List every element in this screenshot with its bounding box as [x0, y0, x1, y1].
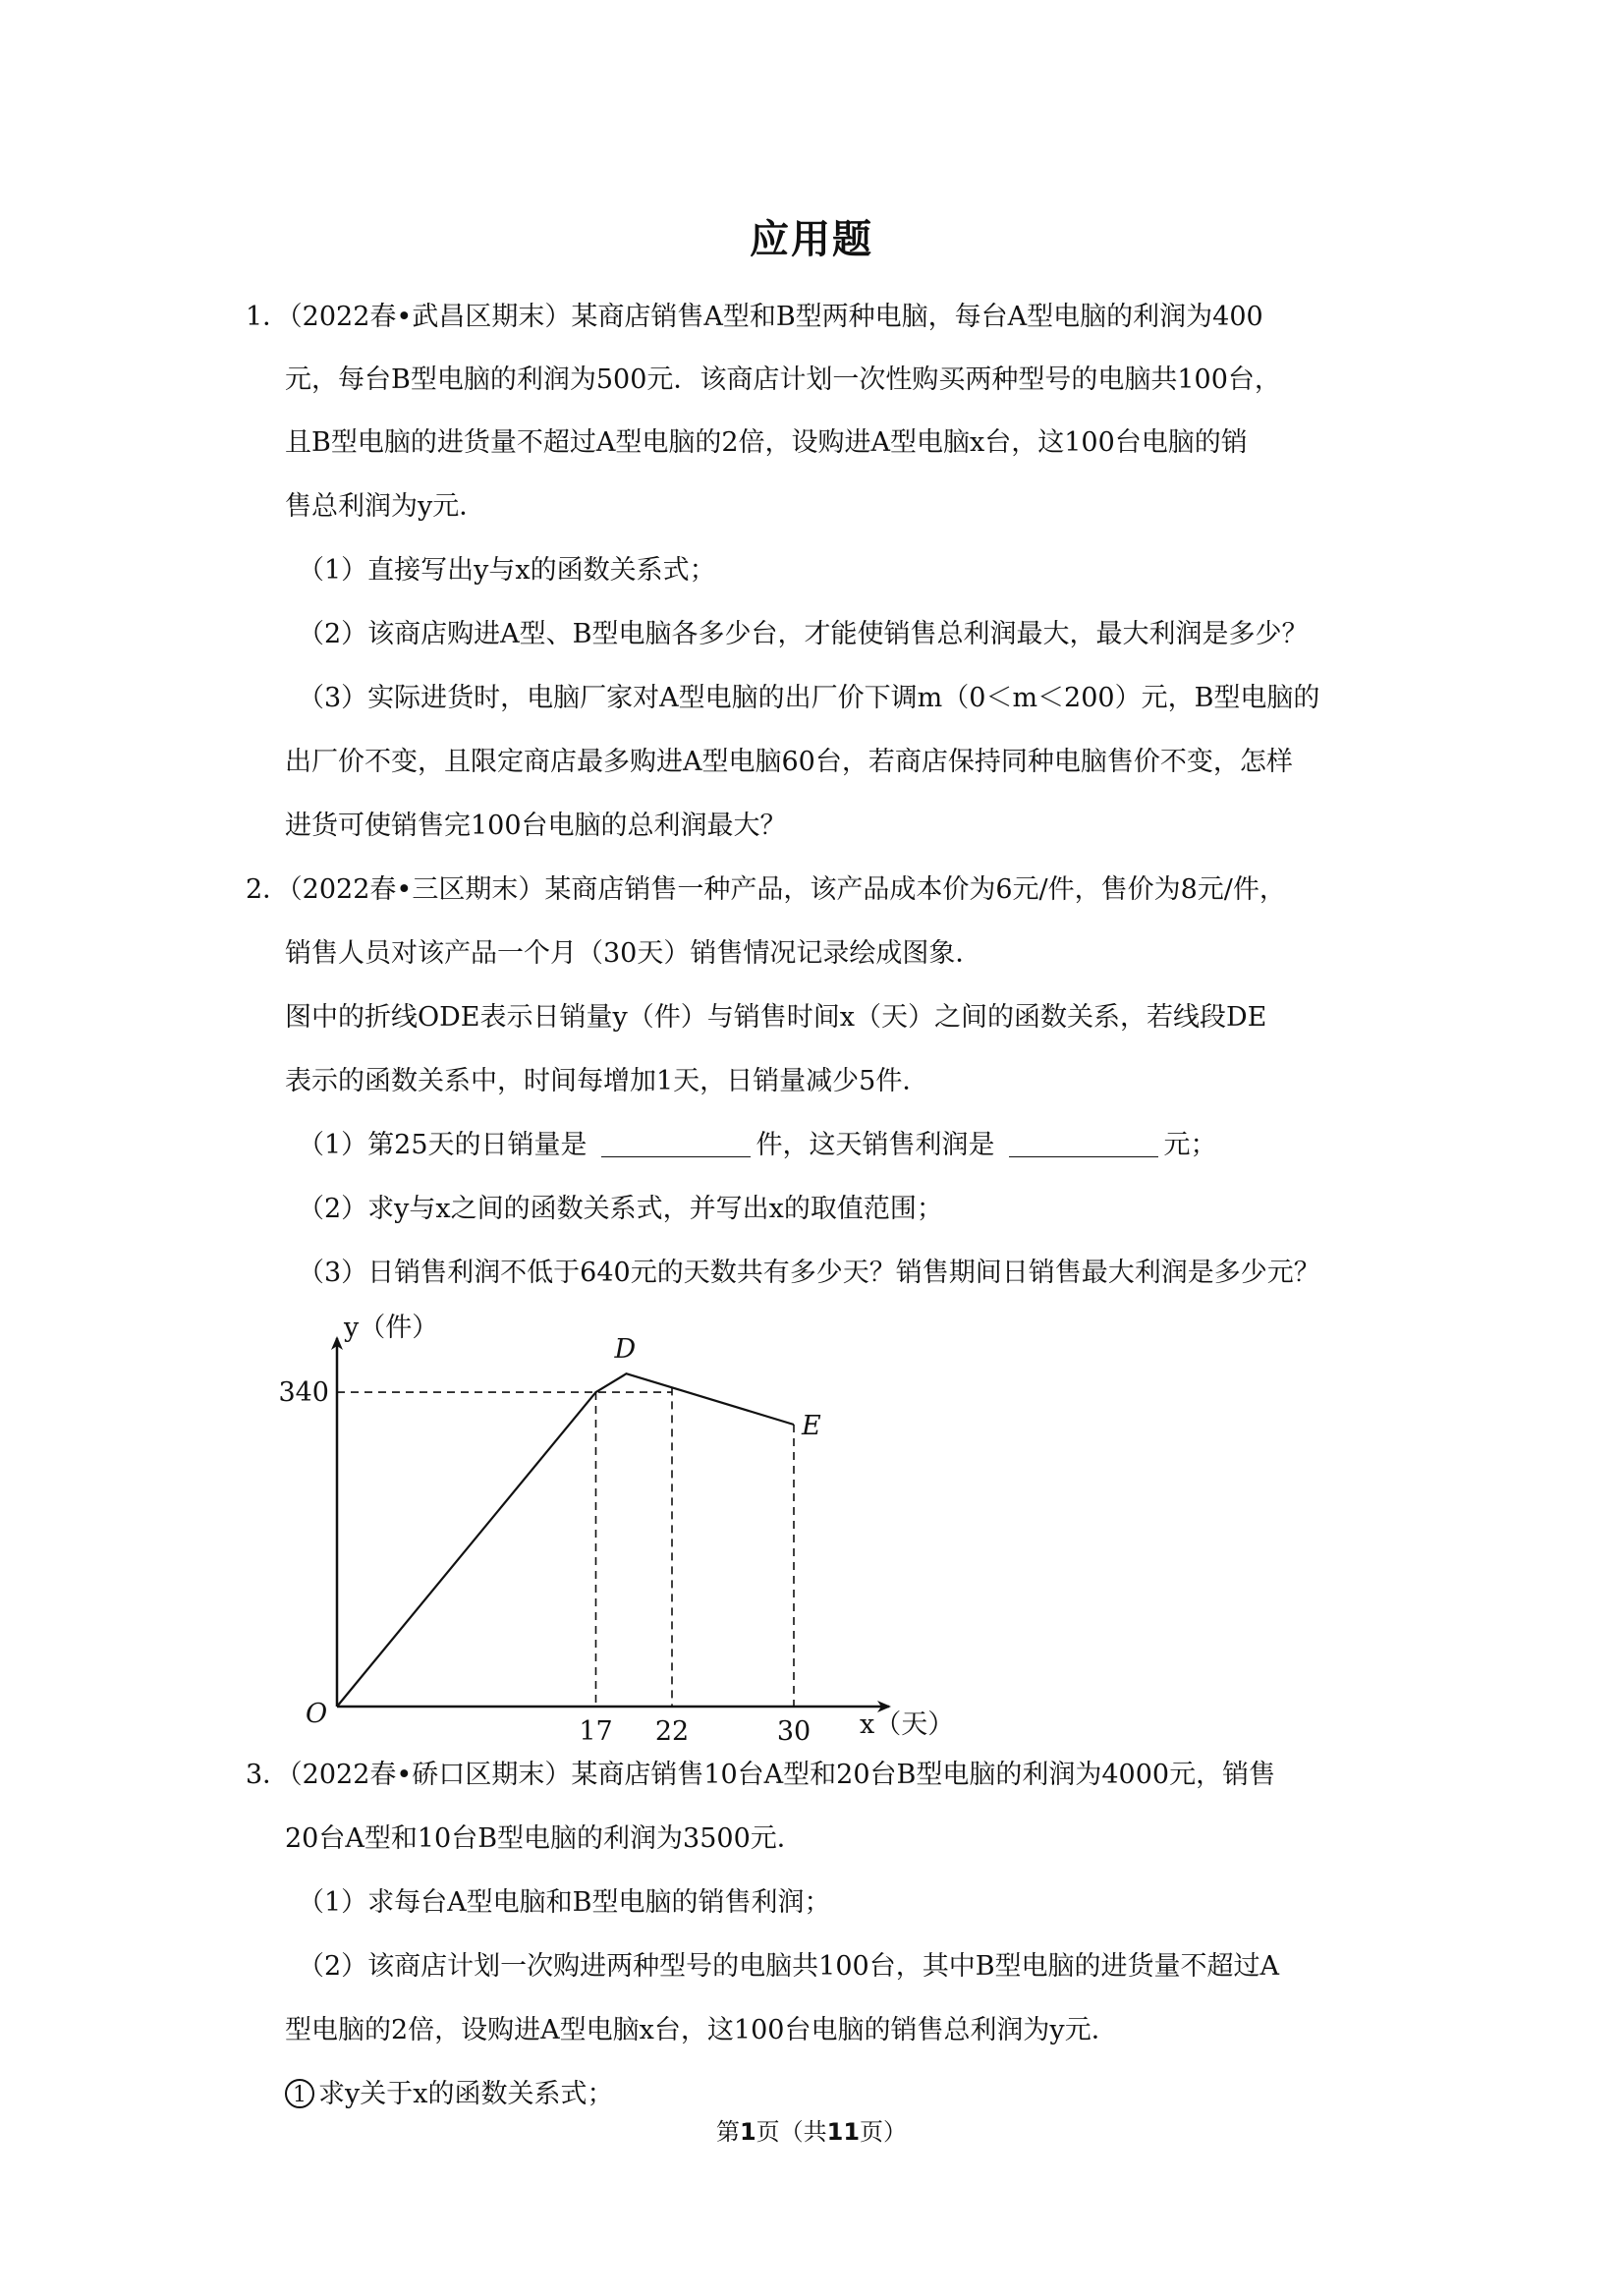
problem-3-subpart-1	[285, 2076, 613, 2113]
circled-number-1: 1	[285, 2079, 314, 2108]
problem-1-line-2: 元，每台B型电脑的利润为500元．该商店计划一次性购买两种型号的电脑共100台，	[285, 364, 1281, 395]
x-tick-label-17: 17	[579, 1716, 613, 1747]
footer-total-pages: 11	[826, 2118, 861, 2146]
footer-prefix: 第	[715, 2118, 740, 2146]
point-label-o: O	[306, 1699, 328, 1729]
problem-3-line-2: 20台A型和10台B型电脑的利润为3500元．	[285, 1823, 804, 1854]
problem-2-line-1: 2．（2022春•三区期末）某商店销售一种产品，该产品成本价为6元/件，售价为8元/件，	[246, 874, 1286, 905]
problem-1-line-1: 1．（2022春•武昌区期末）某商店销售A型和B型两种电脑，每台A型电脑的利润为400	[246, 302, 1263, 332]
problem-1-part-3-cont-2: 进货可使销售完100台电脑的总利润最大？	[285, 811, 787, 841]
footer-mid: 页（共	[756, 2118, 827, 2146]
problem-2-line-3: 图中的折线ODE表示日销量y（件）与销售时间x（天）之间的函数关系，若线段DE	[285, 1002, 1267, 1033]
problem-1-line-3: 且B型电脑的进货量不超过A型电脑的2倍，设购进A型电脑x台，这100台电脑的销	[285, 427, 1248, 458]
problem-2-line-4: 表示的函数关系中，时间每增加1天，日销量减少5件．	[285, 1066, 929, 1096]
footer-page-number: 1	[739, 2118, 756, 2146]
page-footer	[0, 2112, 1623, 2147]
x-tick-label-30: 30	[776, 1716, 812, 1747]
problem-1-line-4: 售总利润为y元．	[285, 491, 486, 522]
x-axis-label: x（天）	[860, 1709, 955, 1740]
guide-lines	[337, 1387, 794, 1707]
point-label-e: E	[802, 1410, 821, 1441]
problem-3-part-2-cont: 型电脑的2倍，设购进A型电脑x台，这100台电脑的销售总利润为y元．	[285, 2015, 1118, 2045]
part-1-text-a: （1）第25天的日销量是	[298, 1130, 588, 1160]
problem-1-part-3-cont-1: 出厂价不变，且限定商店最多购进A型电脑60台，若商店保持同种电脑售价不变，怎样	[285, 747, 1293, 777]
problem-3-part-1: （1）求每台A型电脑和B型电脑的销售利润；	[298, 1887, 831, 1918]
problem-3-line-1: 3．（2022春•硚口区期末）某商店销售10台A型和20台B型电脑的利润为4000元，销售	[246, 1760, 1276, 1790]
series-line-ode	[337, 1373, 794, 1707]
point-label-d: D	[614, 1334, 637, 1366]
x-tick-label-22: 22	[654, 1716, 690, 1747]
problem-2-part-3: （3）日销售利润不低于640元的天数共有多少天？销售期间日销售最大利润是多少元？	[298, 1258, 1320, 1288]
problem-2-line-2: 销售人员对该产品一个月（30天）销售情况记录绘成图象．	[285, 938, 982, 969]
page-title: 应用题	[750, 217, 873, 262]
part-1-text-b: 件，这天销售利润是	[756, 1130, 995, 1160]
y-axis-label: y（件）	[344, 1313, 439, 1343]
problem-1-part-2: （2）该商店购进A型、B型电脑各多少台，才能使销售总利润最大，最大利润是多少？	[298, 619, 1309, 649]
part-1-text-c: 元；	[1163, 1130, 1217, 1160]
problem-1-part-3: （3）实际进货时，电脑厂家对A型电脑的出厂价下调m（0＜m＜200）元，B型电脑的	[298, 683, 1320, 713]
y-tick-label-340: 340	[278, 1377, 329, 1409]
footer-suffix: 页）	[860, 2118, 908, 2146]
problem-1-part-1: （1）直接写出y与x的函数关系式；	[298, 555, 716, 586]
subpart-1-text: 求y关于x的函数关系式；	[318, 2079, 614, 2109]
problem-3-part-2: （2）该商店计划一次购进两种型号的电脑共100台，其中B型电脑的进货量不超过A	[298, 1951, 1280, 1982]
problem-2-part-2: （2）求y与x之间的函数关系式，并写出x的取值范围；	[298, 1194, 943, 1224]
